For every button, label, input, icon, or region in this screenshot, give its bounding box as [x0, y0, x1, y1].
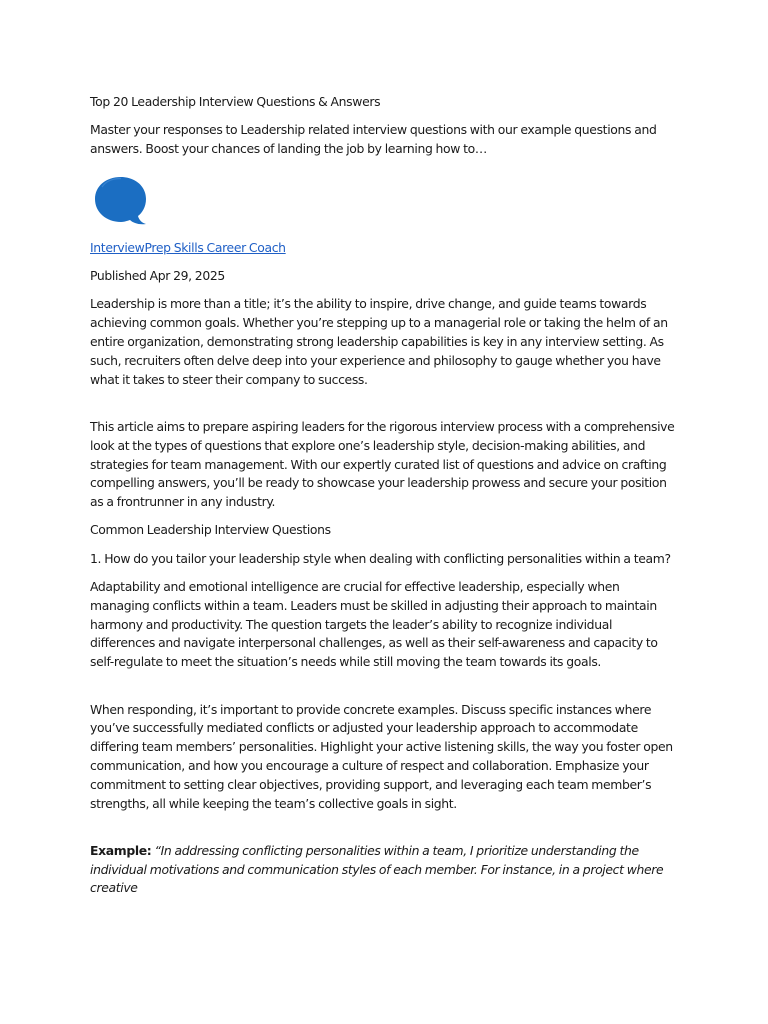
question-heading: 1. How do you tailor your leadership style when dealing with conflicting personalities within a team?	[90, 550, 671, 566]
article	[90, 93, 678, 908]
example-label: Example:	[90, 842, 152, 858]
example-paragraph	[90, 842, 678, 898]
speech-bubble-icon	[92, 175, 146, 227]
body-paragraph: Leadership is more than a title; it’s the ability to inspire, drive change, and guide teams towards achieving common goals. Whether you’re stepping up to a managerial role or taking the helm of an entire organization, demonstrating strong leadership capabilities is key in any interview setting. As such, recruiters often delve deep into your experience and philosophy to gauge whether you have what it takes to steer their company to success.	[90, 296, 668, 387]
paragraph-spacer	[90, 823, 678, 842]
body-paragraph: This article aims to prepare aspiring leaders for the rigorous interview process with a comprehensive look at the types of questions that explore one’s leadership style, decision-making abilities, and strategies for team management. With our expertly curated list of questions and advice on crafting compelling answers, you’ll be ready to showcase your leadership prowess and secure your position as a frontrunner in any industry.	[90, 418, 675, 510]
article-intro: Master your responses to Leadership related interview questions with our example questions and answers. Boost your chances of landing the job by learning how to…	[90, 122, 657, 157]
author-link[interactable]: InterviewPrep Skills Career Coach	[90, 239, 286, 255]
example-text: “In addressing conflicting personalities within a team, I prioritize understanding the individual motivations and communication styles of each member. For instance, in a project where creative	[90, 842, 664, 896]
article-title: Top 20 Leadership Interview Questions & Answers	[90, 94, 381, 109]
body-paragraph: When responding, it’s important to provide concrete examples. Discuss specific instances where you’ve successfully mediated conflicts or adjusted your leadership approach to accommodate differing team members’ personalities. Highlight your active listening skills, the way you foster open communication, and how you encourage a culture of respect and collaboration. Emphasize your commitment to setting clear objectives, providing support, and leveraging each team member’s strengths, all while keeping the team’s collective goals in sight.	[90, 701, 673, 811]
paragraph-spacer	[90, 399, 678, 418]
author-paragraph	[90, 239, 678, 258]
section-heading: Common Leadership Interview Questions	[90, 522, 331, 538]
body-paragraph: Adaptability and emotional intelligence are crucial for effective leadership, especially when managing conflicts within a team. Leaders must be skilled in adjusting their approach to maintain harmony and productivity. The question targets the leader’s ability to recognize individual differences and navigate interpersonal challenges, as well as their self-awareness and capacity to self-regulate to meet the situation’s needs while still moving the team towards its goals.	[90, 579, 658, 670]
published-date: Published Apr 29, 2025	[90, 268, 225, 284]
paragraph-spacer	[90, 682, 678, 701]
